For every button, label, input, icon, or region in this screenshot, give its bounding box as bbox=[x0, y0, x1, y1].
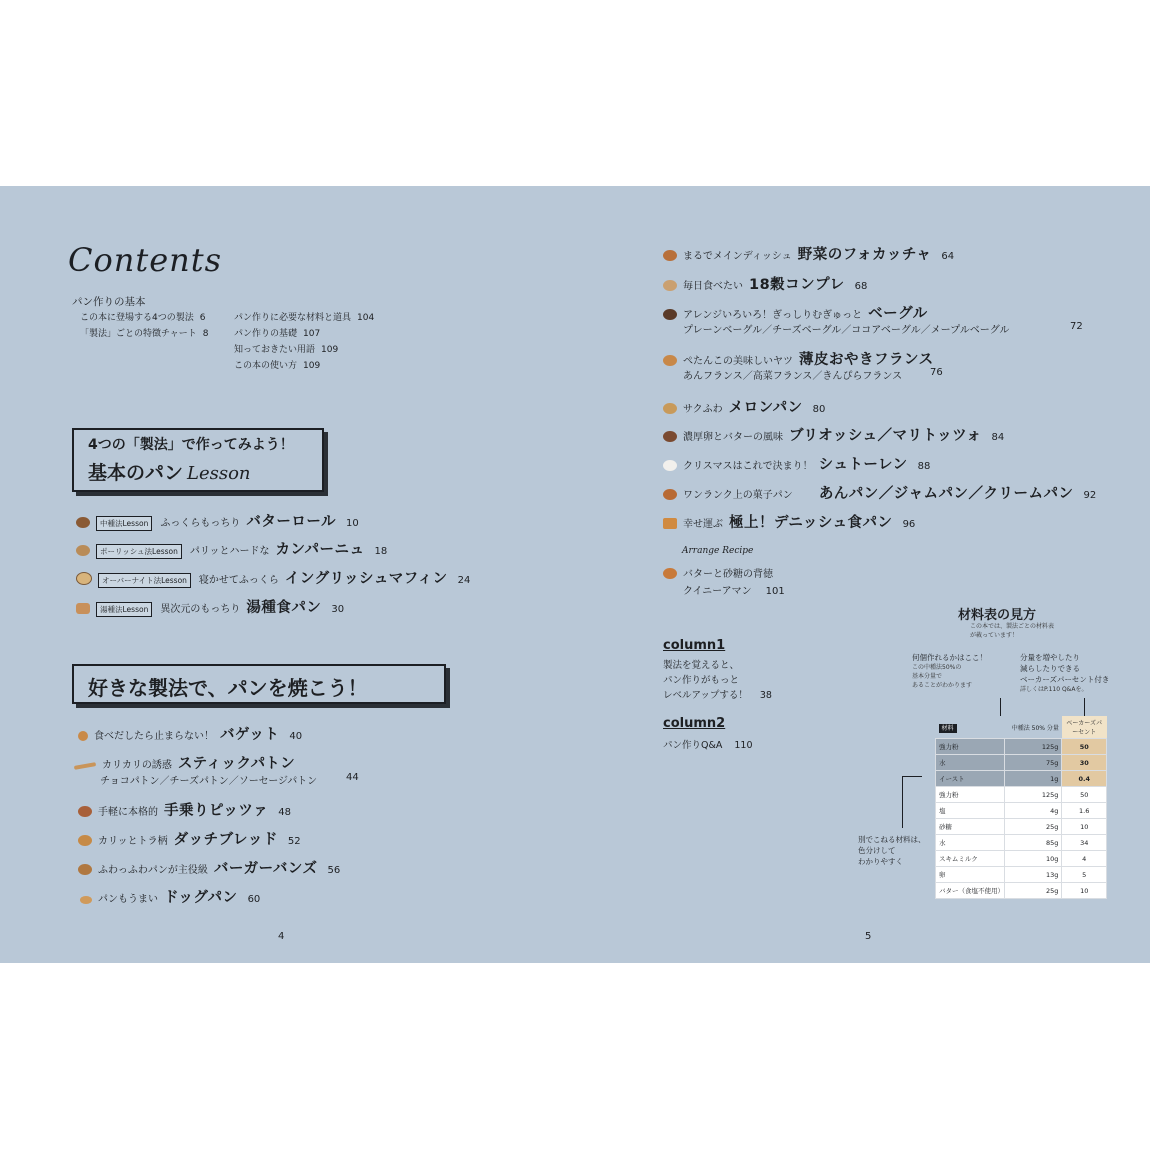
basics-item: 知っておきたい用語 109 bbox=[234, 345, 339, 355]
table-row: 卵 13g 5 bbox=[936, 867, 1107, 883]
basics-item: この本の使い方 109 bbox=[234, 361, 321, 371]
bread-icon bbox=[78, 835, 92, 846]
basics-title: パン作りの基本 bbox=[72, 296, 146, 308]
lesson-tag: ポーリッシュ法Lesson bbox=[96, 544, 182, 559]
guide-note-servings: 何個作れるかはここ！ この中種法50%の 基本分量で あることがわかります bbox=[912, 653, 987, 689]
bread-icon bbox=[663, 309, 677, 320]
recipe-page: 44 bbox=[346, 772, 359, 783]
recipe-item: ぺたんこの美味しいヤツ 薄皮おやきフランス bbox=[663, 348, 944, 369]
guide-subtitle: この本では、製法ごとの材料表 が載っています！ bbox=[970, 623, 1055, 639]
book-spread bbox=[0, 186, 1150, 963]
bread-icon bbox=[663, 280, 677, 291]
recipe-item: まるでメインディッシュ 野菜のフォカッチャ 64 bbox=[663, 243, 954, 264]
bread-icon bbox=[76, 517, 90, 528]
guide-leader-line bbox=[902, 776, 903, 828]
bread-icon bbox=[663, 460, 677, 471]
recipe-item: カリカリの誘惑 スティックパトン bbox=[74, 752, 305, 773]
recipe-variants: あんフランス／高菜フランス／きんぴらフランス bbox=[683, 371, 903, 382]
table-row: 水 85g 34 bbox=[936, 835, 1107, 851]
basics-item: この本に登場する4つの製法 6 bbox=[80, 313, 206, 323]
guide-note-bakers-percent: 分量を増やしたり 減らしたりできる ベーカーズパーセント付き 詳しくはP.110 Q&Aを。 bbox=[1020, 653, 1110, 693]
column2-title: column2 bbox=[663, 716, 726, 731]
bread-icon bbox=[80, 896, 92, 904]
recipe-page: 76 bbox=[930, 367, 943, 378]
recipe-variants: プレーンベーグル／チーズベーグル／ココアベーグル／メープルベーグル bbox=[683, 325, 1010, 336]
bread-icon bbox=[76, 545, 90, 556]
guide-title: 材料表の見方 bbox=[958, 608, 1037, 623]
recipe-item: 濃厚卵とバターの風味 ブリオッシュ／マリトッツォ 84 bbox=[663, 424, 1004, 445]
basics-item: パン作りに必要な材料と道具 104 bbox=[234, 313, 375, 323]
recipe-item: クリスマスはこれで決まり！ シュトーレン 88 bbox=[663, 453, 930, 474]
recipe-item: ワンランク上の菓子パン あんパン／ジャムパン／クリームパン 92 bbox=[663, 482, 1096, 503]
section-header-recipes bbox=[72, 664, 446, 704]
contents-logo: Contents bbox=[68, 241, 223, 279]
section-subtitle: 4つの「製法」で作ってみよう！ bbox=[88, 437, 294, 453]
bread-icon bbox=[76, 572, 92, 585]
bread-icon bbox=[663, 403, 677, 414]
recipe-item: ふわっふわパンが主役級 バーガーバンズ 56 bbox=[78, 857, 340, 878]
page-number-left: 4 bbox=[278, 931, 285, 942]
table-row: 水 75g 30 bbox=[936, 755, 1107, 771]
page-number-right: 5 bbox=[865, 931, 872, 942]
arrange-recipe-name: クイニーアマン 101 bbox=[683, 586, 785, 597]
recipe-item: カリッとトラ柄 ダッチブレッド 52 bbox=[78, 828, 301, 849]
recipe-variants: チョコパトン／チーズパトン／ソーセージパトン bbox=[100, 776, 318, 787]
lesson-item: 湯種法Lesson 異次元のもっちり 湯種食パン 30 bbox=[76, 596, 344, 617]
arrange-recipe-item: バターと砂糖の背徳 bbox=[663, 565, 773, 580]
table-row: バター（食塩不使用） 25g 10 bbox=[936, 883, 1107, 899]
recipe-item: 食べだしたら止まらない！ バゲット 40 bbox=[78, 723, 302, 744]
bread-icon bbox=[76, 603, 90, 614]
bread-icon bbox=[74, 762, 96, 770]
sample-ingredient-table: 材料 中種法 50% 分量 ベーカーズパーセント 強力粉 125g 50 水 75g 30 イースト 1g 0.4 強力粉 125g 50 塩 4g 1.6 砂糖 25g 10 水 85g 34 スキムミルク 10g 4 卵 13g 5 バター（食塩不使用） 25g 10 bbox=[935, 716, 1107, 899]
lesson-tag: オーバーナイト法Lesson bbox=[98, 573, 191, 588]
basics-item: パン作りの基礎 107 bbox=[234, 329, 321, 339]
lesson-item: 中種法Lesson ふっくらもっちり バターロール 10 bbox=[76, 510, 359, 531]
lesson-item: オーバーナイト法Lesson 寝かせてふっくら イングリッシュマフィン 24 bbox=[76, 567, 470, 588]
recipe-item: パンもうまい ドッグパン 60 bbox=[80, 886, 260, 907]
bread-icon bbox=[663, 518, 677, 529]
recipe-item: 幸せ運ぶ 極上！デニッシュ食パン 96 bbox=[663, 511, 915, 532]
lesson-tag: 湯種法Lesson bbox=[96, 602, 152, 617]
lesson-item: ポーリッシュ法Lesson パリッとハードな カンパーニュ 18 bbox=[76, 538, 387, 559]
recipe-item: アレンジいろいろ！ぎっしりむぎゅっと ベーグル bbox=[663, 302, 938, 323]
bread-icon bbox=[663, 489, 677, 500]
section-title: 好きな製法で、パンを焼こう！ bbox=[88, 676, 368, 700]
table-row: 砂糖 25g 10 bbox=[936, 819, 1107, 835]
table-row: 強力粉 125g 50 bbox=[936, 739, 1107, 755]
recipe-item: 手軽に本格的 手乗りピッツァ 48 bbox=[78, 799, 291, 820]
bread-icon bbox=[663, 250, 677, 261]
section-header-lesson bbox=[72, 428, 324, 492]
recipe-item: サクふわ メロンパン 80 bbox=[663, 396, 825, 417]
column1-title: column1 bbox=[663, 638, 726, 653]
guide-leader-line bbox=[1084, 698, 1085, 716]
table-row: 強力粉 125g 50 bbox=[936, 787, 1107, 803]
lesson-tag: 中種法Lesson bbox=[96, 516, 152, 531]
recipe-item: 毎日食べたい 18穀コンプレ 68 bbox=[663, 273, 867, 294]
column2-text: パン作りQ&A 110 bbox=[663, 740, 753, 751]
section-title: 基本のパン Lesson bbox=[88, 462, 251, 484]
recipe-page: 72 bbox=[1070, 321, 1083, 332]
table-row: 塩 4g 1.6 bbox=[936, 803, 1107, 819]
guide-note-colors: 別でこねる材料は、 色分けして わかりやすく bbox=[858, 835, 926, 866]
bread-icon bbox=[78, 864, 92, 875]
guide-leader-line bbox=[902, 776, 922, 777]
bread-icon bbox=[78, 806, 92, 817]
bread-icon bbox=[663, 431, 677, 442]
bread-icon bbox=[78, 731, 88, 741]
bread-icon bbox=[663, 355, 677, 366]
table-row: スキムミルク 10g 4 bbox=[936, 851, 1107, 867]
guide-leader-line bbox=[1000, 698, 1001, 716]
basics-item: 「製法」ごとの特徴チャート 8 bbox=[80, 329, 209, 339]
column1-text: 製法を覚えると、 パン作りがもっと レベルアップする！ 38 bbox=[663, 660, 772, 701]
table-row: イースト 1g 0.4 bbox=[936, 771, 1107, 787]
bread-icon bbox=[663, 568, 677, 579]
arrange-recipe-label: Arrange Recipe bbox=[682, 546, 754, 556]
